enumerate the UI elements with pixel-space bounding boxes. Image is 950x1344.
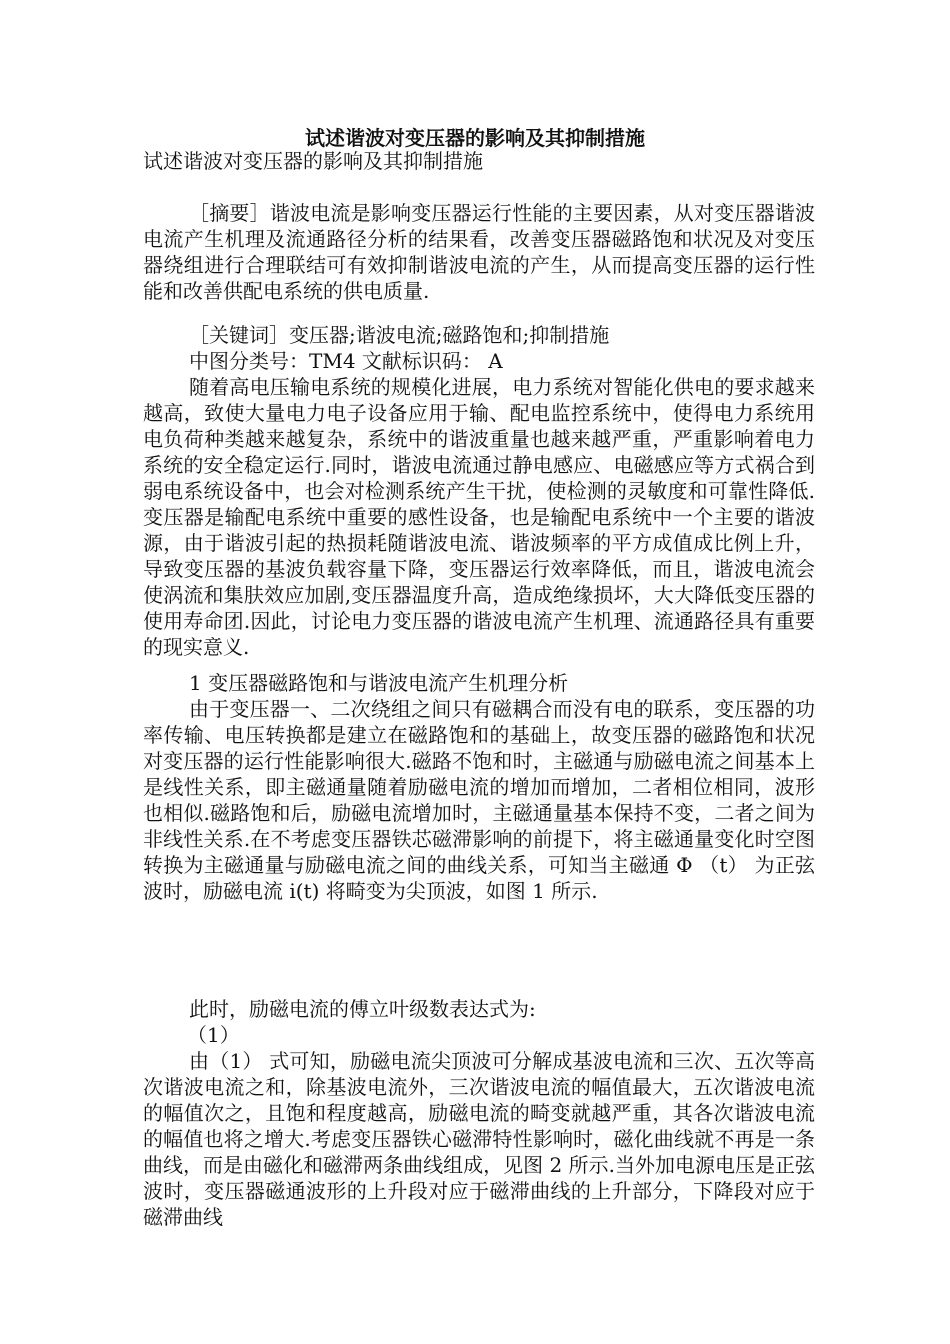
equation-number: （1）: [187, 1023, 240, 1047]
fourier-intro-line: 此时，励磁电流的傅立叶级数表达式为:: [189, 997, 536, 1021]
section-1-paragraph: 由于变压器一、二次绕组之间只有磁耦合而没有电的联系，变压器的功率传输、电压转换都是建立在磁路饱和的基础上，故变压器的磁路饱和状况对变压器的运行性能影响很大.磁路不饱和时，主磁通与励磁电流之间基本上是线性关系，即主磁通量随着励磁电流的增加而增加，二者相位相同，波形也相似.磁路饱和后，励磁电流增加时，主磁通量基本保持不变，二者之间为非线性关系.在不考虑变压器铁芯磁滞影响的前提下，将主磁通量变化时空图转换为主磁通量与励磁电流之间的曲线关系，可知当主磁通 Φ （t） 为正弦波时，励磁电流 i(t) 将畸变为尖顶波，如图 1 所示.: [143, 697, 815, 903]
intro-paragraph: 随着高电压输电系统的规模化进展，电力系统对智能化供电的要求越来越高，致使大量电力电子设备应用于输、配电监控系统中，使得电力系统用电负荷种类越来越复杂，系统中的谐波重量也越来越严重，严重影响着电力系统的安全稳定运行.同时，谐波电流通过静电感应、电磁感应等方式祸合到弱电系统设备中，也会对检测系统产生干扰，使检测的灵敏度和可靠性降低.变压器是输配电系统中重要的感性设备，也是输配电系统中一个主要的谐波源，由于谐波引起的热损耗随谐波电流、谐波频率的平方成值成比例上升，导致变压器的基波负载容量下降，变压器运行效率降低，而且，谐波电流会使涡流和集肤效应加剧,变压器温度升高，造成绝缘损坏，大大降低变压器的使用寿命团.因此，讨论电力变压器的谐波电流产生机理、流通路径具有重要的现实意义.: [143, 375, 815, 659]
abstract-paragraph: ［摘要］谐波电流是影响变压器运行性能的主要因素，从对变压器谐波电流产生机理及流通路径分析的结果看，改善变压器磁路饱和状况及对变压器绕组进行合理联结可有效抑制谐波电流的产生，从而提高变压器的运行性能和改善供配电系统的供电质量.: [143, 201, 815, 303]
classification-line: 中图分类号：TM4 文献标识码： A: [189, 349, 503, 373]
document-title: 试述谐波对变压器的影响及其抑制措施: [305, 126, 645, 150]
section-1-heading: 1 变压器磁路饱和与谐波电流产生机理分析: [189, 671, 569, 695]
after-equation-paragraph: 由（1） 式可知，励磁电流尖顶波可分解成基波电流和三次、五次等高次谐波电流之和，除基波电流外，三次谐波电流的幅值最大，五次谐波电流的幅值次之，且饱和程度越高，励磁电流的畸变就越严重，其各次谐波电流的幅值也将之增大.考虑变压器铁心磁滞特性影响时，磁化曲线就不再是一条曲线，而是由磁化和磁滞两条曲线组成，见图 2 所示.当外加电源电压是正弦波时，变压器磁通波形的上升段对应于磁滞曲线的上升部分，下降段对应于磁滞曲线: [143, 1049, 815, 1229]
document-subtitle: 试述谐波对变压器的影响及其抑制措施: [143, 149, 483, 173]
keywords-line: ［关键词］变压器;谐波电流;磁路饱和;抑制措施: [189, 323, 610, 347]
